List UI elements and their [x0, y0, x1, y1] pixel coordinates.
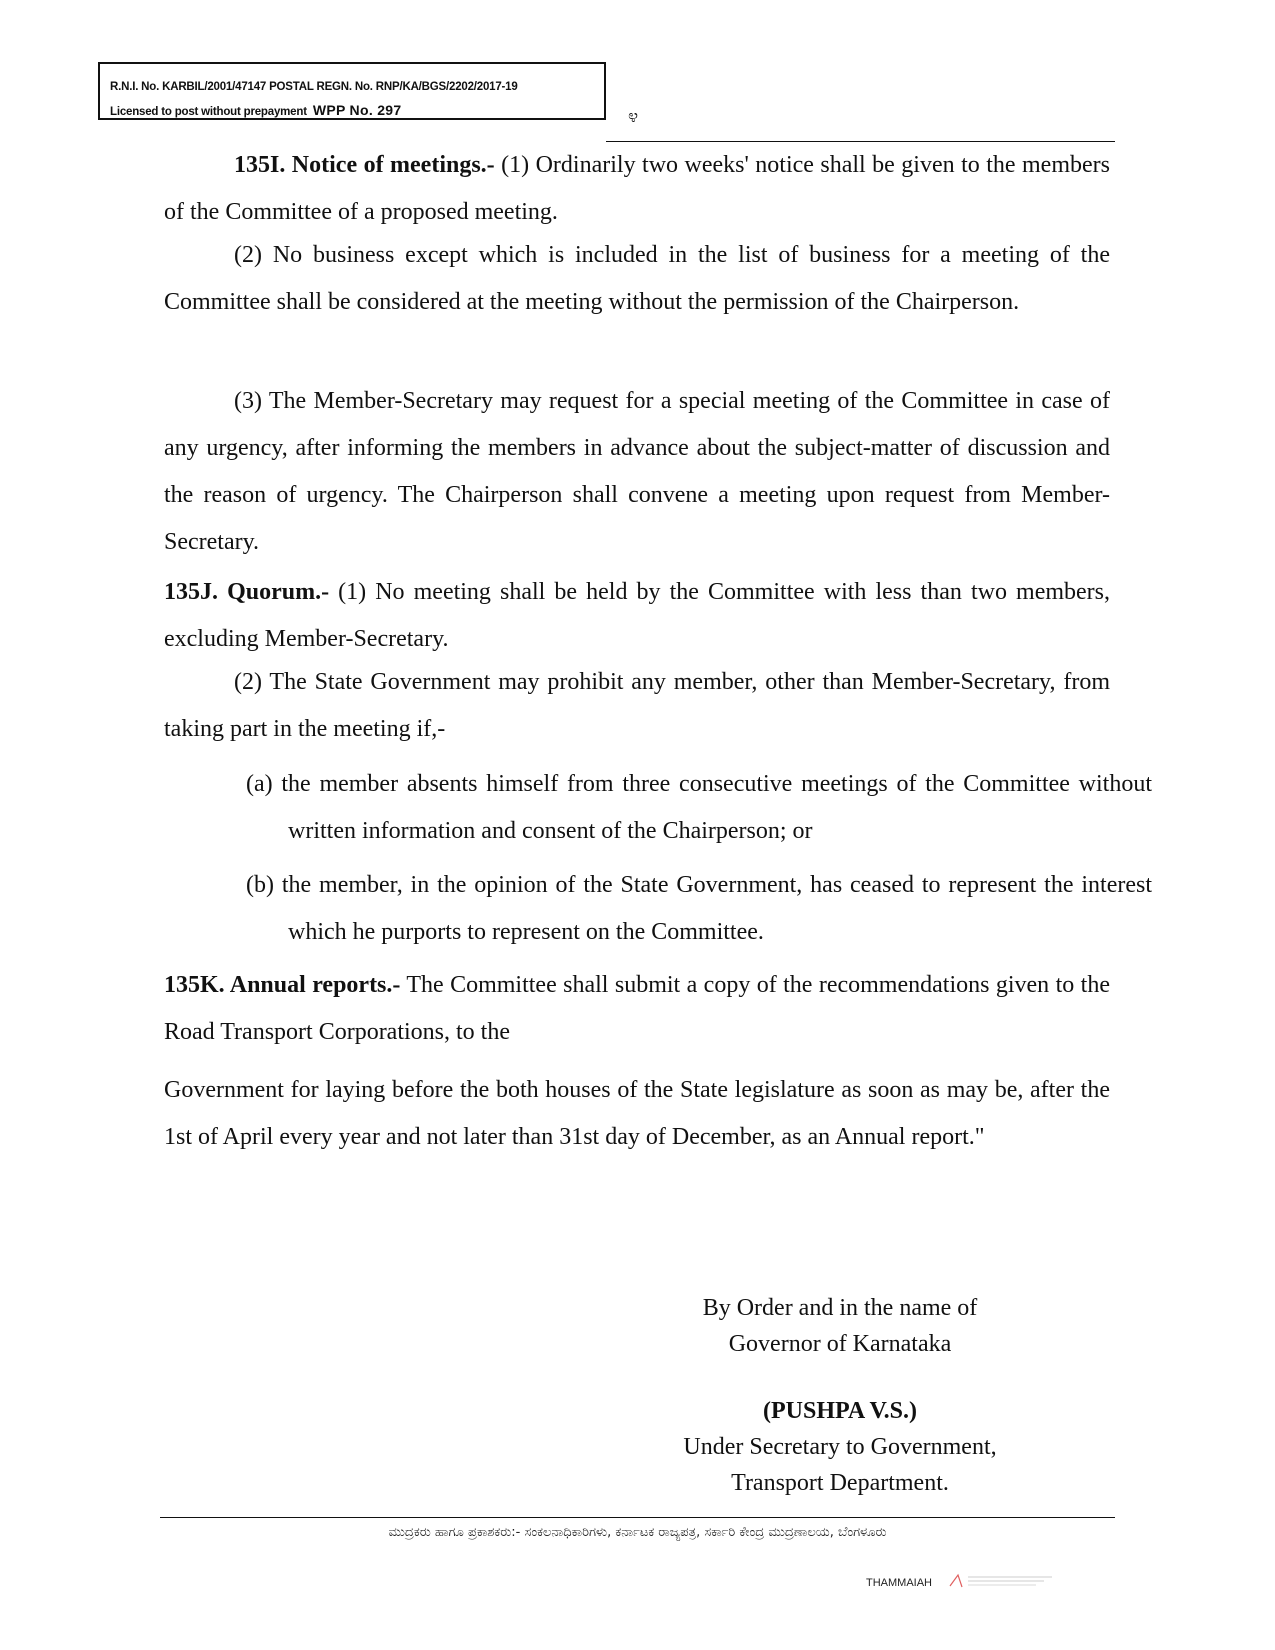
- section-135i-heading: 135I. Notice of meetings.-: [234, 152, 495, 178]
- license-text: Licensed to post without prepayment: [110, 106, 307, 118]
- printer-publisher-line: ಮುದ್ರಕರು ಹಾಗೂ ಪ್ರಕಾಶಕರು:- ಸಂಕಲನಾಧಿಕಾರಿಗಳು, ಕರ್ನಾಟಕ ರಾಜ್ಯಪತ್ರ, ಸರ್ಕಾರಿ ಕೇಂದ್ರ ಮುದ್ರಣಾಲಯ, ಬೆಂಗಳೂರು: [388, 1525, 887, 1540]
- license-line: [110, 102, 401, 118]
- wpp-number: WPP No. 297: [312, 102, 402, 118]
- section-135k-para-2: Government for laying before the both houses of the State legislature as soon as may be, after the 1st of April every year and not later than 31st day of December, as an Annual report.": [164, 1077, 1110, 1150]
- section-135j-text-1: (1) No meeting shall be held by the Committee with less than two members, excluding Member-Secretary.: [164, 579, 1111, 652]
- section-135k-heading: 135K. Annual reports.-: [164, 972, 401, 998]
- section-135j-heading: 135J. Quorum.-: [164, 579, 330, 605]
- digital-signature-mark-icon: [948, 1572, 1058, 1590]
- section-135j-item-b: (b) the member, in the opinion of the State Government, has ceased to represent the interest which he purports to represent on the Committee.: [246, 872, 1152, 945]
- registration-box: [98, 62, 606, 120]
- section-135i-para-2: (2) No business except which is included in the list of business for a meeting of the Committee shall be considered at the meeting without the permission of the Chairperson.: [164, 242, 1110, 315]
- signature-order-line: By Order and in the name of: [702, 1295, 978, 1321]
- signatory-department: Transport Department.: [731, 1470, 949, 1496]
- page-number: ೪: [628, 106, 639, 127]
- registration-number: R.N.I. No. KARBIL/2001/47147 POSTAL REGN. No. RNP/KA/BGS/2202/2017-19: [110, 81, 518, 93]
- footer-rule: [160, 1517, 1115, 1518]
- section-135i-text-1: (1) Ordinarily two weeks' notice shall be given to the members of the Committee of a proposed meeting.: [164, 152, 1110, 225]
- section-135j-item-a: (a) the member absents himself from three consecutive meetings of the Committee without written information and consent of the Chairperson; or: [246, 771, 1152, 844]
- section-135j-para-2: (2) The State Government may prohibit any member, other than Member-Secretary, from taking part in the meeting if,-: [164, 669, 1110, 742]
- section-135i-para-1: [164, 142, 1110, 236]
- digital-signature-name: THAMMAIAH: [866, 1577, 932, 1589]
- section-135j-para-1: [164, 569, 1110, 663]
- section-135k-text-1: The Committee shall submit a copy of the recommendations given to the Road Transport Corporations, to the: [164, 972, 1110, 1045]
- signatory-name: (PUSHPA V.S.): [762, 1398, 918, 1424]
- section-135i-para-3: (3) The Member-Secretary may request for a special meeting of the Committee in case of any urgency, after informing the members in advance about the subject-matter of discussion and the reason of urgency. The Chairperson shall convene a meeting upon request from Member-Secretary.: [164, 388, 1110, 555]
- signatory-designation: Under Secretary to Government,: [683, 1434, 997, 1460]
- section-135k-para-1: [164, 962, 1110, 1056]
- signature-governor-line: Governor of Karnataka: [728, 1331, 952, 1357]
